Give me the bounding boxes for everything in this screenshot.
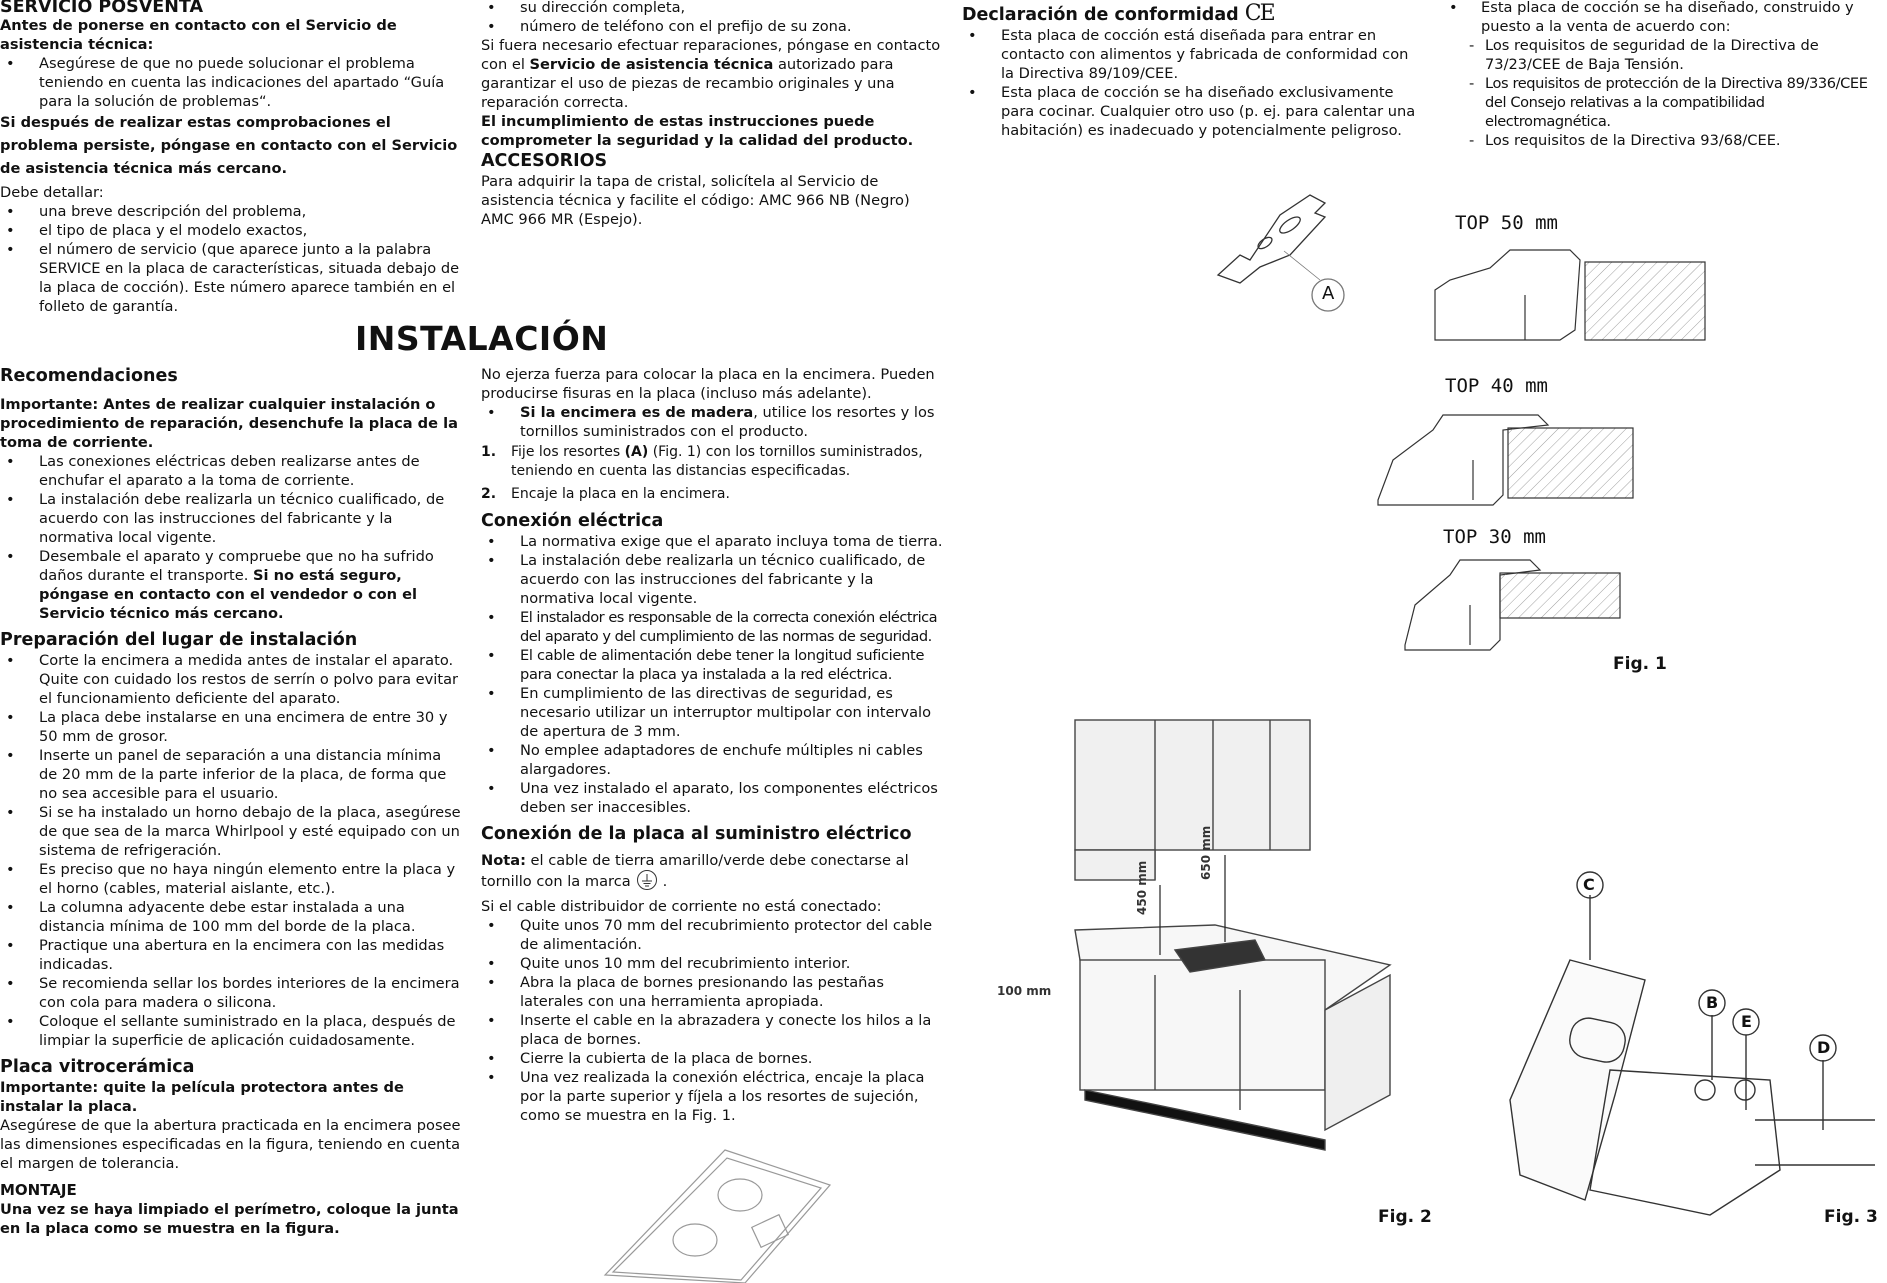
montaje-text: Una vez se haya limpiado el perímetro, coloque la junta en la placa como se muestra en la figura.: [0, 1201, 459, 1237]
list-item: • Quite unos 10 mm del recubrimiento interior.: [481, 954, 943, 973]
warning-text: El incumplimiento de estas instrucciones puede comprometer la seguridad y la calidad del producto.: [481, 113, 914, 149]
accesorios-text: Para adquirir la tapa de cristal, solicítela al Servicio de asistencia técnica y facilite el código: AMC 966 NB (Negro) AMC 966 MR (Espejo).: [481, 173, 910, 228]
figure-3-label: Fig. 3: [1824, 1207, 1878, 1227]
top-30-label: TOP 30 mm: [1443, 526, 1546, 548]
cross-section-30mm: [1400, 555, 1630, 655]
list-item: • Abra la placa de bornes presionando las pestañas laterales con una herramienta apropiada.: [481, 973, 943, 1011]
list-item: • número de teléfono con el prefijo de su zona.: [481, 17, 943, 36]
conformidad-list: [962, 26, 1422, 140]
top-40-label: TOP 40 mm: [1445, 375, 1548, 397]
suministro-list: [481, 916, 943, 1125]
figure-2-label: Fig. 2: [1378, 1207, 1432, 1227]
list-item: • Si se ha instalado un horno debajo de la placa, asegúrese de que sea de la marca Whirlpool y esté equipado con un sistema de refrigeración.: [0, 803, 462, 860]
step-item: 2. Encaje la placa en la encimera.: [481, 486, 730, 502]
montaje-steps: [481, 443, 943, 504]
accesorios-title: ACCESORIOS: [481, 151, 608, 171]
list-item: • Coloque el sellante suministrado en la placa, después de limpiar la superficie de aplicación cuidadosamente.: [0, 1012, 462, 1050]
list-item: • el tipo de placa y el modelo exactos,: [0, 221, 462, 240]
earth-ground-icon: [637, 870, 657, 890]
conformidad-title: Declaración de conformidad CE: [962, 1, 1274, 26]
column-2-lower: [481, 365, 943, 1125]
list-item: • No emplee adaptadores de enchufe múltiples ni cables alargadores.: [481, 741, 943, 779]
callout-d: D: [1817, 1038, 1831, 1057]
list-item: • Quite unos 70 mm del recubrimiento protector del cable de alimentación.: [481, 916, 943, 954]
preparacion-title: Preparación del lugar de instalación: [0, 630, 358, 650]
conformidad-list-continued: [1443, 0, 1887, 36]
list-item: • Inserte el cable en la abrazadera y conecte los hilos a la placa de bornes.: [481, 1011, 943, 1049]
list-item: - Los requisitos de seguridad de la Directiva de 73/23/CEE de Baja Tensión.: [1469, 36, 1887, 74]
recomendaciones-title: Recomendaciones: [0, 366, 178, 386]
figure-2: [985, 710, 1440, 1260]
list-item: • El cable de alimentación debe tener la longitud suficiente para conectar la placa ya instalada a la red eléctrica.: [481, 646, 943, 684]
list-item: - Los requisitos de protección de la Directiva 89/336/CEE del Consejo relativas a la compatibilidad electromagnética.: [1469, 74, 1887, 131]
list-item: • La normativa exige que el aparato incluya toma de tierra.: [481, 532, 943, 551]
detail-label: Debe detallar:: [0, 184, 104, 201]
list-item: - Los requisitos de la Directiva 93/68/CEE.: [1469, 131, 1887, 150]
list-item: • Cierre la cubierta de la placa de bornes.: [481, 1049, 943, 1068]
recomendaciones-list: [0, 452, 462, 623]
list-item: • La instalación debe realizarla un técnico cualificado, de acuerdo con las instrucciones del fabricante y la normativa local vigente.: [481, 551, 943, 608]
detail-list: [0, 202, 462, 316]
kitchen-cabinet-illustration: [985, 710, 1440, 1260]
cond-text: Si el cable distribuidor de corriente no está conectado:: [481, 898, 882, 915]
callout-c: C: [1583, 875, 1595, 894]
list-item: • Las conexiones eléctricas deben realizarse antes de enchufar el aparato a la toma de corriente.: [0, 452, 462, 490]
list-item: • La instalación debe realizarla un técnico cualificado, de acuerdo con las instrucciones del fabricante y la normativa local vigente.: [0, 490, 462, 547]
list-item: • Se recomienda sellar los bordes interiores de la encimera con cola para madera o silicona.: [0, 974, 462, 1012]
list-item: • Asegúrese de que no puede solucionar el problema teniendo en cuenta las indicaciones del apartado “Guía para la solución de problemas“.: [0, 54, 462, 111]
figure-3: [1490, 870, 1887, 1260]
recomendaciones-important: Importante: Antes de realizar cualquier instalación o procedimiento de reparación, desenchufe la placa de la toma de corriente.: [0, 396, 458, 451]
montaje-title: MONTAJE: [0, 1181, 77, 1199]
callout-a: A: [1322, 283, 1335, 304]
list-item: • una breve descripción del problema,: [0, 202, 462, 221]
list-item: • Desembale el aparato y compruebe que no ha sufrido daños durante el transporte. Si no está seguro, póngase en contacto con el vendedor o con el Servicio técnico más cercano.: [0, 547, 462, 623]
list-item: • Si la encimera es de madera, utilice los resortes y los tornillos suministrados con el producto.: [481, 403, 943, 441]
preparacion-list: [0, 651, 462, 1050]
list-item: • Esta placa de cocción se ha diseñado exclusivamente para cocinar. Cualquier otro uso (p. ej. para calentar una habitación) es inadecuado y potencialmente peligroso.: [962, 83, 1422, 140]
vitro-title: Placa vitrocerámica: [0, 1057, 195, 1077]
ce-mark-icon: CE: [1244, 1, 1274, 26]
servicio-bullets: [0, 54, 462, 111]
servicio-persist: Si después de realizar estas comprobaciones el problema persiste, póngase en contacto con el Servicio de asistencia técnica más cercano.: [0, 114, 458, 177]
page-title: INSTALACIÓN: [355, 319, 609, 358]
step-item: 1. Fije los resortes (A) (Fig. 1) con los tornillos suministrados, teniendo en cuenta las distancias especificadas.: [481, 444, 923, 479]
conexion-list: [481, 532, 943, 817]
list-item: • Una vez instalado el aparato, los componentes eléctricos deben ser inaccesibles.: [481, 779, 943, 817]
list-item: • El instalador es responsable de la correcta conexión eléctrica del aparato y del cumplimiento de las normas de seguridad.: [481, 608, 943, 646]
requisitos-list: [1443, 36, 1887, 150]
list-item: • el número de servicio (que aparece junto a la palabra SERVICE en la placa de características, situada debajo de la placa de cocción). Este número aparece también en el folleto de garantía.: [0, 240, 462, 316]
list-item: • La columna adyacente debe estar instalada a una distancia mínima de 100 mm del borde de la placa.: [0, 898, 462, 936]
list-item: • Esta placa de cocción está diseñada para entrar en contacto con alimentos y fabricada de conformidad con la Directiva 89/109/CEE.: [962, 26, 1422, 83]
cross-section-50mm: [1430, 240, 1710, 350]
column-1-lower: [0, 365, 462, 1238]
column-1: [0, 0, 462, 316]
vitro-text: Asegúrese de que la abertura practicada en la encimera posee las dimensiones especificadas en la figura, teniendo en cuenta el margen de tolerancia.: [0, 1117, 461, 1172]
list-item: • Practique una abertura en la encimera con las medidas indicadas.: [0, 936, 462, 974]
figure-1: [1180, 185, 1710, 685]
wood-list: [481, 403, 943, 441]
callout-e: E: [1741, 1012, 1752, 1031]
repair-text: Si fuera necesario efectuar reparaciones, póngase en contacto con el Servicio de asistencia técnica autorizado para garantizar el uso de piezas de recambio originales y una reparación correcta.: [481, 37, 941, 111]
list-item: • Una vez realizada la conexión eléctrica, encaje la placa por la parte superior y fíjela a los resortes de sujeción, como se muestra en la Fig. 1.: [481, 1068, 943, 1125]
callout-b: B: [1706, 993, 1719, 1012]
dim-650mm: 650 mm: [1199, 825, 1213, 880]
gasket-illustration: [595, 1140, 835, 1283]
terminal-block-illustration: [1490, 870, 1887, 1260]
list-item: • Corte la encimera a medida antes de instalar el aparato. Quite con cuidado los restos de serrín o polvo para evitar el funcionamiento deficiente del aparato.: [0, 651, 462, 708]
force-text: No ejerza fuerza para colocar la placa en la encimera. Pueden producirse fisuras en la placa (incluso más adelante).: [481, 366, 935, 402]
top-50-label: TOP 50 mm: [1455, 212, 1558, 234]
list-item: • Esta placa de cocción se ha diseñado, construido y puesto a la venta de acuerdo con:: [1443, 0, 1887, 36]
list-item: • En cumplimiento de las directivas de seguridad, es necesario utilizar un interruptor multipolar con intervalo de apertura de 3 mm.: [481, 684, 943, 741]
cross-section-40mm: [1373, 410, 1643, 510]
suministro-title: Conexión de la placa al suministro eléctrico: [481, 824, 912, 844]
list-item: • Es preciso que no haya ningún elemento entre la placa y el horno (cables, material aislante, etc.).: [0, 860, 462, 898]
dim-450mm: 450 mm: [1135, 860, 1149, 915]
column-3: [962, 0, 1422, 140]
vitro-important: Importante: quite la película protectora antes de instalar la placa.: [0, 1079, 404, 1115]
servicio-intro: Antes de ponerse en contacto con el Servicio de asistencia técnica:: [0, 17, 397, 53]
conexion-title: Conexión eléctrica: [481, 511, 664, 531]
dim-100mm: 100 mm: [997, 984, 1052, 998]
figure-1-label: Fig. 1: [1613, 654, 1667, 674]
nota-text: Nota: el cable de tierra amarillo/verde debe conectarse al tornillo con la marca .: [481, 852, 909, 890]
detail-list-continued: [481, 0, 943, 36]
list-item: • su dirección completa,: [481, 0, 943, 17]
column-4: [1443, 0, 1887, 150]
list-item: • La placa debe instalarse en una encimera de entre 30 y 50 mm de grosor.: [0, 708, 462, 746]
servicio-title: SERVICIO POSVENTA: [0, 0, 203, 17]
list-item: • Inserte un panel de separación a una distancia mínima de 20 mm de la parte inferior de la placa, de forma que no sea accesible para el usuario.: [0, 746, 462, 803]
column-2: [481, 0, 943, 229]
